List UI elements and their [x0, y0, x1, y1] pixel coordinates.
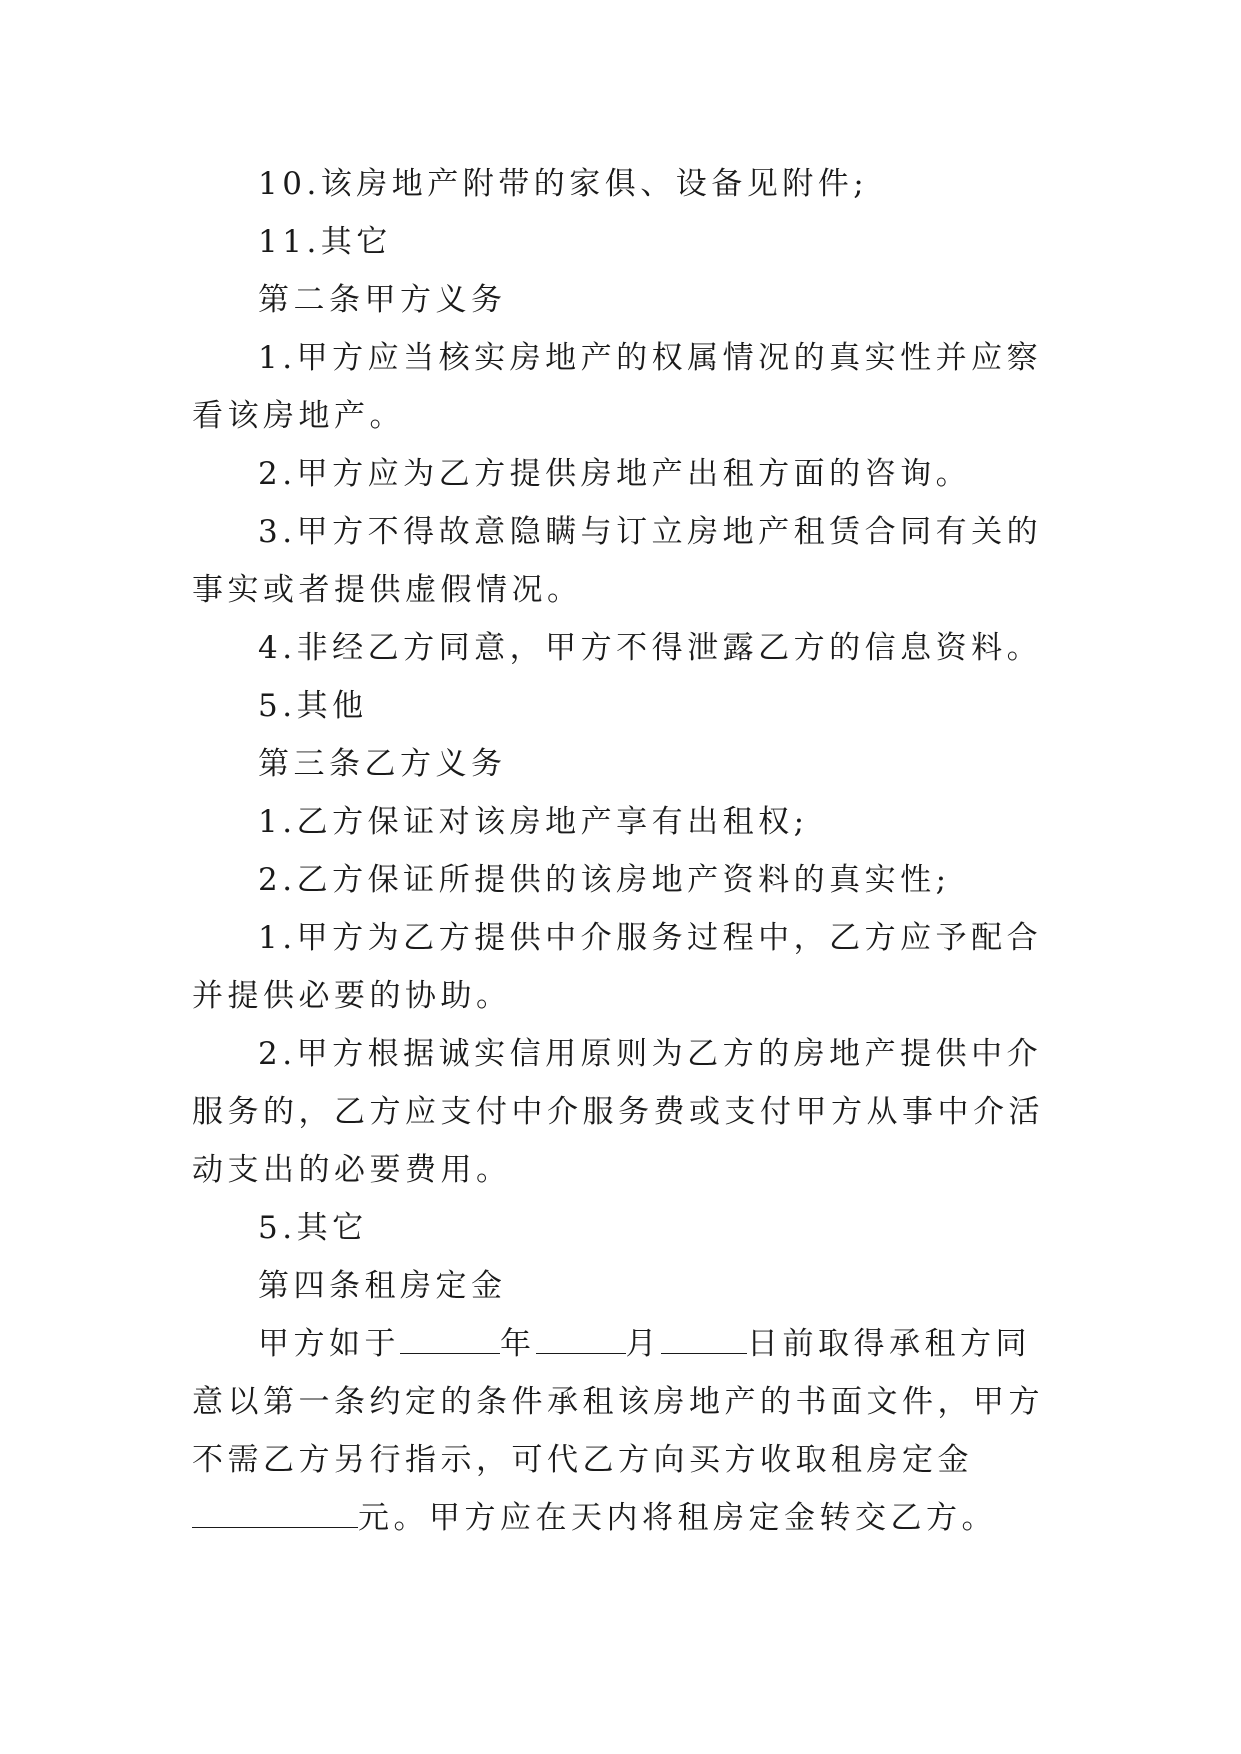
- article-2-item-4: 4.非经乙方同意，甲方不得泄露乙方的信息资料。: [258, 630, 1043, 666]
- deposit-text-3: 月: [625, 1326, 661, 1362]
- article-2-item-3: 3.甲方不得故意隐瞒与订立房地产租赁合同有关的事实或者提供虚假情况。: [192, 514, 1043, 608]
- month-blank[interactable]: [536, 1327, 626, 1354]
- deposit-text-4: 日前取得承租方同意以第一条约定的条件承租该房地产的书面文件，甲方不需乙方另行指示，可代乙方向买方收取租房定金: [192, 1326, 1044, 1478]
- article-2-item-2: 2.甲方应为乙方提供房地产出租方面的咨询。: [258, 456, 972, 492]
- article-2-item-5: 5.其他: [258, 688, 368, 724]
- deposit-text-1: 甲方如于: [258, 1326, 400, 1362]
- deposit-text-2: 年: [500, 1326, 536, 1362]
- deposit-text-5: 元。甲方应在天内将租房定金转交乙方。: [358, 1500, 997, 1536]
- year-blank[interactable]: [400, 1327, 500, 1354]
- article-3-heading: 第三条乙方义务: [258, 746, 507, 782]
- article-2-heading: 第二条甲方义务: [258, 282, 507, 318]
- article-3-item-5: 5.其它: [258, 1210, 368, 1246]
- article-3-item-3: 1.甲方为乙方提供中介服务过程中，乙方应予配合并提供必要的协助。: [192, 920, 1043, 1014]
- article-4-heading: 第四条租房定金: [258, 1268, 507, 1304]
- article-3-item-2: 2.乙方保证所提供的该房地产资料的真实性;: [258, 862, 951, 898]
- document-page: [192, 155, 1052, 1547]
- deposit-clause: [192, 1315, 1052, 1547]
- day-blank[interactable]: [661, 1327, 747, 1354]
- article-3-item-4: 2.甲方根据诚实信用原则为乙方的房地产提供中介服务的，乙方应支付中介服务费或支付甲方从事中介活动支出的必要费用。: [192, 1036, 1044, 1188]
- article-2-item-1: 1.甲方应当核实房地产的权属情况的真实性并应察看该房地产。: [192, 340, 1043, 434]
- article-3-item-1: 1.乙方保证对该房地产享有出租权;: [258, 804, 809, 840]
- clause-10-furniture: 10.该房地产附带的家俱、设备见附件;: [258, 166, 869, 202]
- amount-blank[interactable]: [192, 1501, 358, 1528]
- clause-11-other: 11.其它: [258, 224, 392, 260]
